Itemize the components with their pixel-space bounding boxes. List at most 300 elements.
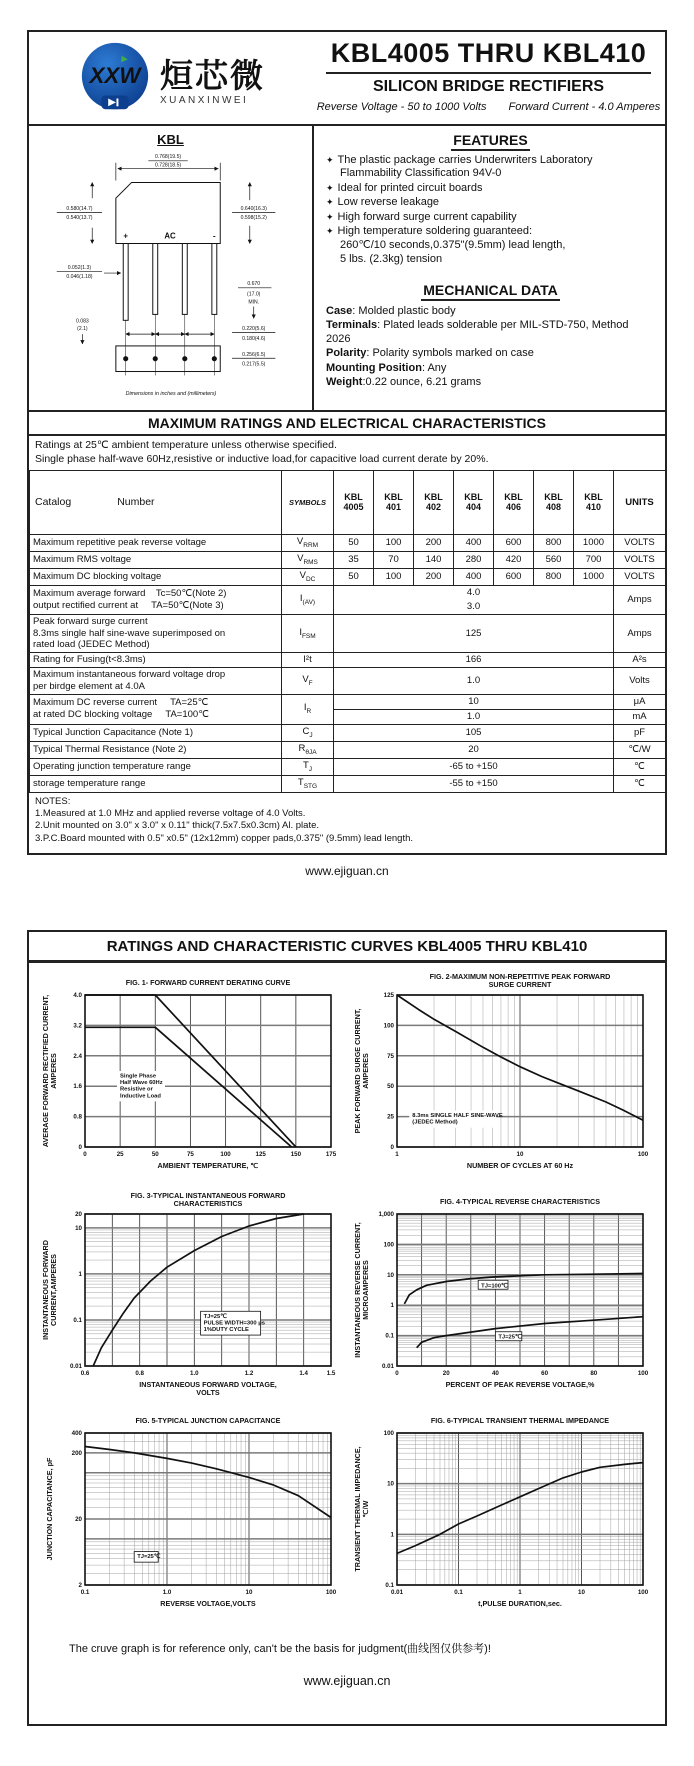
symbols-header: SYMBOLS <box>282 471 334 535</box>
ratings-intro <box>29 436 665 470</box>
svg-text:175: 175 <box>325 1151 337 1159</box>
row-label-line: Maximum average forward Tc=50℃(Note 2) <box>33 587 227 599</box>
symbol-main: I <box>299 626 302 638</box>
svg-text:10: 10 <box>245 1589 253 1597</box>
svg-text:0.180(4.6): 0.180(4.6) <box>241 336 265 343</box>
package-name: KBL <box>157 132 184 147</box>
feature-item <box>326 182 655 195</box>
svg-text:(17.0): (17.0) <box>246 291 260 298</box>
annotation-text: Half Wave 60Hz <box>119 1080 163 1087</box>
x-axis-label: INSTANTANEOUS FORWARD VOLTAGE, <box>139 1380 277 1390</box>
row-value: 200 <box>414 568 454 585</box>
svg-text:0.8: 0.8 <box>73 1113 82 1121</box>
series-label: TJ=25℃ <box>498 1334 522 1341</box>
svg-text:MIN.: MIN. <box>247 299 259 306</box>
row-value: 400 <box>454 534 494 551</box>
svg-text:125: 125 <box>255 1151 266 1159</box>
tick-labels <box>384 1430 649 1596</box>
symbol-sub: DC <box>305 575 316 583</box>
fig5-figure <box>41 1409 341 1626</box>
row-value: 20 <box>334 741 614 758</box>
chart-title: FIG. 4-TYPICAL REVERSE CHARACTERISTICS <box>439 1197 601 1207</box>
feature-item <box>326 225 655 238</box>
svg-text:40: 40 <box>491 1370 499 1378</box>
table-row <box>30 585 666 599</box>
fig2-chart <box>353 971 653 1183</box>
feature-item <box>326 239 655 252</box>
device-col-kbl402: KBL 402 <box>414 471 454 535</box>
row-label-line: rated load (JEDEC Method) <box>33 639 150 651</box>
chart-title: SURGE CURRENT <box>488 980 552 990</box>
symbol-sub: F <box>308 679 313 687</box>
svg-text:100: 100 <box>220 1151 231 1159</box>
row-label-line: 8.3ms single half sine-wave superimposed on <box>33 627 226 639</box>
device-col-kbl4005: KBL 4005 <box>334 471 374 535</box>
svg-text:20: 20 <box>442 1370 450 1378</box>
svg-text:(2.1): (2.1) <box>76 326 88 333</box>
annotation-text: 1%DUTY CYCLE <box>203 1327 249 1334</box>
row-units: ℃/W <box>614 741 666 758</box>
row-symbol <box>282 668 334 695</box>
row-label-line: output rectified current at TA=50℃(Note 3) <box>33 599 224 611</box>
row-value: 140 <box>414 551 454 568</box>
row-label-line: storage temperature range <box>33 777 146 789</box>
package-body <box>115 182 219 371</box>
svg-text:10: 10 <box>387 1271 394 1279</box>
svg-text:0.540(13.7): 0.540(13.7) <box>65 214 92 221</box>
fig3-figure <box>41 1190 341 1407</box>
svg-text:+: + <box>122 231 128 241</box>
row-value: 1000 <box>574 568 614 585</box>
y-axis-label: INSTANTANEOUS REVERSE CURRENT, <box>353 1222 362 1358</box>
svg-text:200: 200 <box>71 1450 82 1458</box>
svg-text:0: 0 <box>390 1144 394 1152</box>
chart-title: FIG. 5-TYPICAL JUNCTION CAPACITANCE <box>135 1416 281 1426</box>
device-col-kbl406: KBL 406 <box>494 471 534 535</box>
tick-labels <box>73 992 336 1158</box>
svg-text:4.0: 4.0 <box>73 992 82 1000</box>
logo-diode-bar <box>116 98 118 106</box>
bullet-icon: ✦ <box>326 155 334 165</box>
fig1-chart <box>41 971 341 1183</box>
svg-text:3.2: 3.2 <box>73 1022 82 1030</box>
annotation-text: TJ=25℃ <box>137 1554 161 1561</box>
brand-chinese-name: 烜芯微 <box>160 57 265 94</box>
row-units: A²s <box>614 653 666 668</box>
feature-text: Low reverse leakage <box>337 196 440 209</box>
row-units: VOLTS <box>614 568 666 585</box>
mechanical-value: : Plated leads solderable per MIL-STD-750, Method 2026 <box>326 319 629 346</box>
row-symbol <box>282 614 334 653</box>
fig6-figure <box>353 1409 653 1626</box>
row-label-line: per birdge element at 4.0A <box>33 681 145 693</box>
svg-text:0.083: 0.083 <box>75 318 89 325</box>
fig5-chart <box>41 1409 341 1621</box>
annotation-text: Resistive or <box>119 1086 153 1093</box>
row-label-line: Maximum RMS voltage <box>33 553 132 565</box>
table-row <box>30 614 666 653</box>
svg-text:0.01: 0.01 <box>69 1363 82 1371</box>
chart-curves <box>93 1214 304 1366</box>
mechanical-line <box>326 375 655 389</box>
chart-title: FIG. 2-MAXIMUM NON-REPETITIVE PEAK FORWARD <box>429 972 611 982</box>
svg-text:0.217(5.5): 0.217(5.5) <box>241 361 265 368</box>
symbol-main: V <box>297 552 304 564</box>
page-title: KBL4005 THRU KBL410 <box>330 38 647 68</box>
fig6-chart <box>353 1409 653 1621</box>
package-outline-drawing <box>51 147 291 405</box>
feature-item <box>326 154 655 181</box>
row-value: 700 <box>574 551 614 568</box>
mechanical-key: Mounting Position <box>326 361 422 374</box>
mechanical-value: :0.22 ounce, 6.21 grams <box>362 375 482 388</box>
row-value: 125 <box>334 614 614 653</box>
mechanical-value: : Polarity symbols marked on case <box>366 347 534 360</box>
curves-heading: RATINGS AND CHARACTERISTIC CURVES KBL4005 THRU KBL410 <box>29 932 665 963</box>
row-label <box>30 551 282 568</box>
device-col-kbl410: KBL 410 <box>574 471 614 535</box>
note-line: 1.Measured at 1.0 MHz and applied reverse voltage of 4.0 Volts. <box>35 808 306 820</box>
row-symbol <box>282 585 334 614</box>
row-units: VOLTS <box>614 534 666 551</box>
svg-text:100: 100 <box>383 1241 394 1249</box>
figure-grid <box>29 963 665 1626</box>
svg-text:100: 100 <box>383 1022 394 1030</box>
y-axis-label: INSTANTANEOUS FORWARD <box>41 1240 50 1341</box>
svg-text:50: 50 <box>151 1151 159 1159</box>
annotation-text: PULSE WIDTH=300 μs <box>203 1320 265 1327</box>
title-block <box>312 32 665 124</box>
svg-text:75: 75 <box>186 1151 194 1159</box>
row-label <box>30 724 282 741</box>
mechanical-key: Terminals <box>326 319 378 332</box>
feature-item <box>326 253 655 266</box>
row-value: 1000 <box>574 534 614 551</box>
svg-text:0.1: 0.1 <box>80 1589 90 1597</box>
y-axis-label: CURRENT,AMPERES <box>49 1254 58 1327</box>
symbol-main: I <box>299 592 303 604</box>
table-row <box>30 551 666 568</box>
chart-grid <box>397 1433 643 1585</box>
x-axis-label: PERCENT OF PEAK REVERSE VOLTAGE,% <box>445 1380 595 1390</box>
tick-labels <box>72 1430 337 1596</box>
svg-text:1.2: 1.2 <box>244 1370 254 1378</box>
mechanical-heading: MECHANICAL DATA <box>326 282 655 298</box>
svg-text:0.046(1.18): 0.046(1.18) <box>65 273 92 280</box>
table-row <box>30 758 666 775</box>
row-symbol <box>282 568 334 585</box>
feature-text: High temperature soldering guaranteed: <box>337 225 533 238</box>
svg-text:20: 20 <box>75 1516 82 1524</box>
feature-text: Ideal for printed circuit boards <box>337 181 483 194</box>
svg-text:0.220(5.6): 0.220(5.6) <box>241 326 265 333</box>
row-value: 800 <box>534 534 574 551</box>
symbol-main: T <box>302 759 309 771</box>
features-mechanical-panel <box>312 126 665 410</box>
svg-text:1: 1 <box>390 1531 394 1539</box>
table-row <box>30 741 666 758</box>
bullet-icon: ✦ <box>326 197 334 208</box>
row-units: mA <box>614 709 666 724</box>
tick-labels <box>379 1211 649 1377</box>
svg-text:0.1: 0.1 <box>454 1589 463 1597</box>
table-row <box>30 724 666 741</box>
svg-text:400: 400 <box>71 1430 82 1438</box>
chart-grid <box>85 1433 331 1585</box>
series-label: TJ=100℃ <box>481 1283 508 1290</box>
note-line: 2.Unit mounted on 3.0" x 3.0" x 0.11" thick(7.5x7.5x0.3cm) Al. plate. <box>35 820 320 832</box>
row-label-line: Maximum repetitive peak reverse voltage <box>33 536 207 548</box>
logo-xxw-text: XXW <box>89 62 141 88</box>
row-units: VOLTS <box>614 551 666 568</box>
mechanical-line <box>326 304 655 318</box>
svg-text:0.01: 0.01 <box>390 1589 404 1597</box>
row-value: 560 <box>534 551 574 568</box>
row-value: 200 <box>414 534 454 551</box>
ratings-table <box>29 470 666 792</box>
svg-text:100: 100 <box>637 1589 649 1597</box>
chart-title: CHARACTERISTICS <box>173 1199 243 1209</box>
logo-icon <box>76 39 154 117</box>
y-axis-label: ℃/W <box>361 1500 370 1518</box>
row-value: 420 <box>494 551 534 568</box>
row-label <box>30 758 282 775</box>
y-axis-label: AVERAGE FORWARD RECTIFIED CURRENT, <box>41 995 50 1148</box>
table-row <box>30 568 666 585</box>
svg-text:0.1: 0.1 <box>73 1317 82 1325</box>
fig2-figure <box>353 971 653 1188</box>
chart-curves <box>404 1274 643 1348</box>
svg-text:0.052(1.3): 0.052(1.3) <box>67 265 91 272</box>
svg-text:1.0: 1.0 <box>162 1589 172 1597</box>
svg-text:0.01: 0.01 <box>381 1363 394 1371</box>
svg-text:1: 1 <box>395 1151 399 1159</box>
ratings-intro-line1: Ratings at 25℃ ambient temperature unless otherwise specified. <box>35 439 337 451</box>
svg-text:125: 125 <box>383 992 394 1000</box>
brand-text <box>160 50 265 106</box>
y-axis-label: JUNCTION CAPACITANCE, pF <box>45 1457 54 1561</box>
svg-text:10: 10 <box>75 1225 82 1233</box>
svg-text:10: 10 <box>578 1589 585 1597</box>
units-header: UNITS <box>614 471 666 535</box>
tagline <box>312 101 665 113</box>
svg-text:100: 100 <box>637 1151 649 1159</box>
svg-text:0: 0 <box>83 1151 87 1159</box>
row-value: -55 to +150 <box>334 775 614 792</box>
svg-text:150: 150 <box>290 1151 302 1159</box>
symbol-main: V <box>299 569 306 581</box>
y-axis-label: TRANSIENT THERMAL IMPEDANCE, <box>353 1446 362 1572</box>
table-row <box>30 775 666 792</box>
feature-item <box>326 196 655 209</box>
row-symbol <box>282 775 334 792</box>
row-units: μA <box>614 694 666 709</box>
row-value: 50 <box>334 534 374 551</box>
row-value: 100 <box>374 568 414 585</box>
bullet-icon: ✦ <box>326 182 334 193</box>
svg-text:2.4: 2.4 <box>73 1052 82 1060</box>
note-line: 3.P.C.Board mounted with 0.5" x0.5" (12x12mm) copper pads,0.375" (9.5mm) lead length. <box>35 832 414 844</box>
ratings-intro-line2: Single phase half-wave 60Hz,resistive or inductive load,for capacitive load current derate by 20%. <box>35 452 489 465</box>
svg-text:0: 0 <box>395 1370 399 1378</box>
row-value: 100 <box>374 534 414 551</box>
features-list <box>326 154 655 266</box>
symbol-sub: FSM <box>301 632 316 640</box>
y-axis-label: PEAK FORWARD SURGE CURRENT, <box>353 1008 362 1134</box>
symbol-main: I <box>303 702 307 714</box>
bullet-icon: ✦ <box>326 211 334 222</box>
row-value: 800 <box>534 568 574 585</box>
fig4-figure <box>353 1190 653 1407</box>
row-value: 600 <box>494 568 534 585</box>
row-units: ℃ <box>614 775 666 792</box>
row-symbol <box>282 694 334 724</box>
svg-text:0.8: 0.8 <box>135 1370 144 1378</box>
bullet-icon: ✦ <box>326 226 334 237</box>
row-value: 280 <box>454 551 494 568</box>
svg-text:2: 2 <box>78 1582 82 1590</box>
mechanical-line <box>326 361 655 375</box>
row-value: 35 <box>334 551 374 568</box>
row-value: 1.0 <box>334 709 614 724</box>
device-col-kbl404: KBL 404 <box>454 471 494 535</box>
x-axis-label: AMBIENT TEMPERATURE, ℃ <box>157 1161 259 1171</box>
ratings-table-header-row <box>30 471 666 535</box>
fig3-chart <box>41 1190 341 1402</box>
fig4-chart <box>353 1190 653 1402</box>
row-label-line: Typical Thermal Resistance (Note 2) <box>33 743 187 755</box>
symbol-main: I²t <box>303 654 312 666</box>
svg-text:1.4: 1.4 <box>299 1370 308 1378</box>
row-label <box>30 653 282 668</box>
row-value: 3.0 <box>334 600 614 614</box>
table-row <box>30 694 666 709</box>
mechanical-value: : Molded plastic body <box>352 305 456 318</box>
svg-text:60: 60 <box>541 1370 549 1378</box>
row-value: 10 <box>334 694 614 709</box>
row-value: 50 <box>334 568 374 585</box>
row-units: Amps <box>614 585 666 614</box>
symbol-sub: J <box>308 765 313 773</box>
annotation-text: Inductive Load <box>119 1093 161 1100</box>
symbol-main: C <box>302 725 310 737</box>
row-label-line: at rated DC blocking voltage TA=100℃ <box>33 709 209 721</box>
catalog-label: Catalog <box>35 496 72 509</box>
row-units: ℃ <box>614 758 666 775</box>
svg-text:10: 10 <box>516 1151 524 1159</box>
x-axis-label: NUMBER OF CYCLES AT 60 Hz <box>466 1161 574 1171</box>
row-value: -65 to +150 <box>334 758 614 775</box>
svg-text:0.768(19.5): 0.768(19.5) <box>154 153 181 160</box>
svg-text:1,000: 1,000 <box>378 1211 394 1219</box>
symbol-main: V <box>302 674 309 686</box>
svg-text:0.6: 0.6 <box>80 1370 90 1378</box>
mechanical-line <box>326 346 655 360</box>
mechanical-line <box>326 318 655 346</box>
row-label <box>30 775 282 792</box>
row-label <box>30 534 282 551</box>
row-value: 400 <box>454 568 494 585</box>
mechanical-key: Weight <box>326 375 363 388</box>
row-label-line: Typical Junction Capacitance (Note 1) <box>33 726 193 738</box>
svg-text:0.1: 0.1 <box>385 1582 394 1590</box>
symbol-sub: θJA <box>305 748 317 756</box>
symbol-sub: RMS <box>303 558 318 566</box>
row-label <box>30 668 282 695</box>
svg-text:20: 20 <box>75 1211 82 1219</box>
svg-text:1: 1 <box>518 1589 522 1597</box>
notes-lines <box>35 808 659 845</box>
website-footer-1: www.ejiguan.cn <box>305 864 389 879</box>
svg-text:1: 1 <box>78 1271 82 1279</box>
svg-text:AC: AC <box>163 231 176 241</box>
svg-text:-: - <box>212 231 216 241</box>
middle-section <box>29 126 665 410</box>
drawing-caption: Dimensions in inches and (millimeters) <box>125 391 216 398</box>
svg-text:1: 1 <box>390 1302 394 1310</box>
chart-grid <box>397 1214 643 1366</box>
chart-grid <box>85 1214 331 1366</box>
row-value: 105 <box>334 724 614 741</box>
features-heading: FEATURES <box>326 132 655 148</box>
row-symbol <box>282 551 334 568</box>
table-row <box>30 668 666 695</box>
mechanical-key: Polarity <box>326 347 367 360</box>
row-units: Amps <box>614 614 666 653</box>
row-label-line: Rating for Fusing(t<8.3ms) <box>33 654 146 666</box>
row-value: 4.0 <box>334 585 614 599</box>
brand-logo <box>29 32 312 124</box>
symbol-sub: STG <box>303 782 318 790</box>
row-symbol <box>282 758 334 775</box>
title-divider <box>326 72 651 74</box>
svg-text:25: 25 <box>387 1113 394 1121</box>
row-value: 166 <box>334 653 614 668</box>
table-row <box>30 653 666 668</box>
annotation-text: Single Phase <box>119 1073 157 1080</box>
annotation-text: TJ=25℃ <box>203 1313 227 1320</box>
svg-text:100: 100 <box>637 1370 649 1378</box>
svg-text:0.728(18.5): 0.728(18.5) <box>154 162 181 169</box>
row-value: 1.0 <box>334 668 614 695</box>
row-symbol <box>282 741 334 758</box>
plot-border <box>85 1433 331 1585</box>
row-label <box>30 568 282 585</box>
feature-item <box>326 211 655 224</box>
tick-labels <box>384 992 649 1158</box>
package-drawing-panel <box>29 126 312 410</box>
page-subtitle: SILICON BRIDGE RECTIFIERS <box>372 78 605 95</box>
tagline-forward-current: Forward Current - 4.0 Amperes <box>508 101 661 113</box>
notes-block <box>29 793 665 853</box>
row-label-line: Maximum DC blocking voltage <box>33 571 162 582</box>
x-axis-label: VOLTS <box>196 1388 220 1398</box>
number-label: Number <box>117 496 155 509</box>
disclaimer-text: The cruve graph is for reference only, can't be the basis for judgment(曲线图仅供参考)! <box>69 1643 491 1656</box>
brand-romanized-name: XUANXINWEI <box>160 95 249 106</box>
svg-text:0: 0 <box>78 1144 82 1152</box>
svg-text:80: 80 <box>590 1370 598 1378</box>
mechanical-list <box>326 304 655 388</box>
row-label <box>30 694 282 724</box>
svg-text:1.0: 1.0 <box>190 1370 199 1378</box>
header <box>29 32 665 126</box>
symbol-sub: (AV) <box>302 598 316 606</box>
row-label <box>30 585 282 614</box>
notes-heading: NOTES: <box>35 795 71 807</box>
plot-border <box>85 1214 331 1366</box>
curves-page <box>27 930 667 1726</box>
